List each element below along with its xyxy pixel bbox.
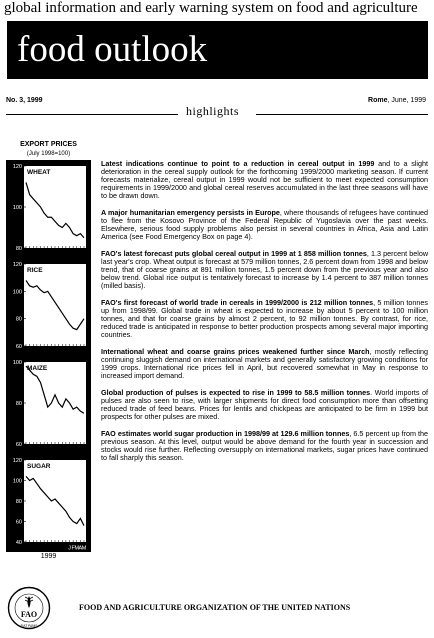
x-tick-label: J xyxy=(68,545,71,552)
y-tick-label: 120 xyxy=(12,164,22,170)
highlight-paragraph xyxy=(101,299,428,339)
chart-plot-area xyxy=(24,460,86,542)
highlight-lead: International wheat and coarse grains prices weakened further since March xyxy=(101,347,370,356)
issue-place: Rome xyxy=(368,97,388,104)
publication-title: food outlook xyxy=(17,29,208,70)
y-tick-label: 80 xyxy=(15,316,22,323)
y-tick-label: 80 xyxy=(15,499,22,505)
logo-letters: FAO xyxy=(20,610,38,619)
highlight-paragraph xyxy=(101,389,428,421)
title-banner xyxy=(7,21,428,79)
export-prices-title: EXPORT PRICES xyxy=(20,141,77,148)
y-tick-label: 100 xyxy=(12,360,22,366)
charts-svg xyxy=(6,160,91,552)
highlights-rule-left xyxy=(6,114,178,115)
chart-year-label: 1999 xyxy=(40,553,57,560)
header-tagline: global information and early warning system on food and agriculture xyxy=(4,0,418,16)
highlight-body: , where thousands of refugees have continued to flee from the Kosovo Province of the Federal Republic of Yugoslavia over the past weeks. Elsewhere, serious food supply problems also persist in several countries in Africa, Asia and Latin America (see Food Emergency Box on page 4). xyxy=(101,208,429,241)
highlight-paragraph xyxy=(101,430,428,462)
chart-title: WHEAT xyxy=(27,169,51,176)
issue-date: , June, 1999 xyxy=(387,97,426,104)
highlights-column xyxy=(101,160,428,471)
chart-title: RICE xyxy=(27,267,43,274)
y-tick-label: 40 xyxy=(15,540,22,546)
highlight-lead: FAO estimates world sugar production in 1998/99 at 129.6 million tonnes xyxy=(101,429,350,438)
chart-plot-area xyxy=(24,264,86,346)
organization-name: FOOD AND AGRICULTURE ORGANIZATION OF THE UNITED NATIONS xyxy=(79,603,351,612)
x-tick-label: M xyxy=(74,545,80,552)
highlight-paragraph xyxy=(101,160,428,200)
highlight-body: , mostly reflecting continuing sluggish demand on international markets and generally satisfactory growing conditions for 1999 crops. International rice prices fell in April, but recovered somewhat in May in response to increased import demand. xyxy=(101,347,428,380)
highlight-lead: A major humanitarian emergency persists in Europe xyxy=(101,208,280,217)
x-tick-label: F xyxy=(71,545,75,552)
highlights-rule-right xyxy=(256,114,428,115)
fao-logo xyxy=(7,586,51,630)
highlight-lead: Global production of pulses is expected to rise in 1999 to 58.5 million tonnes xyxy=(101,388,371,397)
y-tick-label: 120 xyxy=(12,262,22,268)
issue-place-date xyxy=(368,97,426,104)
highlight-lead: FAO's first forecast of world trade in cereals in 1999/2000 is 212 million tonnes xyxy=(101,298,374,307)
highlight-lead: FAO's latest forecast puts global cereal output in 1999 at 1 858 million tonnes xyxy=(101,249,367,258)
y-tick-label: 120 xyxy=(12,458,22,464)
y-tick-label: 80 xyxy=(15,401,22,407)
highlight-paragraph xyxy=(101,250,428,290)
chart-title: SUGAR xyxy=(27,463,51,470)
highlight-body: . World imports of pulses are also seen to rise, with larger shipments for direct food consumption more than offsetting reduced trade of feed beans. Prices for lentils and chickpeas are anticipated to be firm in 1999 but prospects for other pulses are mixed. xyxy=(101,388,429,421)
section-heading: highlights xyxy=(186,104,240,118)
x-tick-label: A xyxy=(78,545,83,552)
export-prices-subtitle: (July 1998=100) xyxy=(26,151,71,157)
highlight-body: , 6.5 percent up from the previous season. At this level, output would be above demand for the fourth year in succession and stocks would rise further. Reflecting oversupply on international markets, sugar prices have continued to fall sharply this season. xyxy=(101,429,429,462)
y-tick-label: 60 xyxy=(15,519,22,526)
chart-title: MAIZE xyxy=(27,365,48,372)
highlight-lead: Latest indications continue to point to a reduction in cereal output in 1999 xyxy=(101,159,375,168)
y-tick-label: 100 xyxy=(12,289,22,296)
x-tick-label: M xyxy=(81,545,87,552)
highlight-paragraph xyxy=(101,209,428,241)
y-tick-label: 60 xyxy=(15,344,22,350)
logo-motto: FIAT PANIS xyxy=(20,624,38,628)
highlight-paragraph xyxy=(101,348,428,380)
y-tick-label: 100 xyxy=(12,205,22,211)
highlight-body: and to a slight deterioration in the cereal supply outlook for the forthcoming 1999/2000 marketing season. If current forecasts materialize, cereal output in 1999 would not be sufficient to meet expected consumption requirements in 1999/2000 and global cereal reserves accumulated in the last three seasons will have to be drawn down. xyxy=(101,159,428,200)
highlight-body: , 1.3 percent below last year's crop. Wheat output is forecast at 579 million tonnes, 2.6 percent down from 1998 and below trend, that of coarse grains at 891 million tonnes, 1.5 percent down from the previous year and also below trend. Global rice output is tentatively forecast to increase by 1.4 percent to 387 million tonnes (milled basis). xyxy=(101,249,429,290)
highlight-body: , 5 million tonnes up from 1998/99. Global trade in wheat is expected to increase by about 5 percent to 100 million tonnes, and that for coarse grains by almost 2 percent, to 92 million tonnes. By contrast, for rice, reduced trade is anticipated in response to better production prospects among several major importing countries. xyxy=(101,298,428,339)
y-tick-label: 60 xyxy=(15,442,22,448)
y-tick-label: 100 xyxy=(12,478,22,485)
export-price-charts xyxy=(6,160,91,552)
y-tick-label: 80 xyxy=(15,246,22,252)
issue-number: No. 3, 1999 xyxy=(6,97,43,104)
